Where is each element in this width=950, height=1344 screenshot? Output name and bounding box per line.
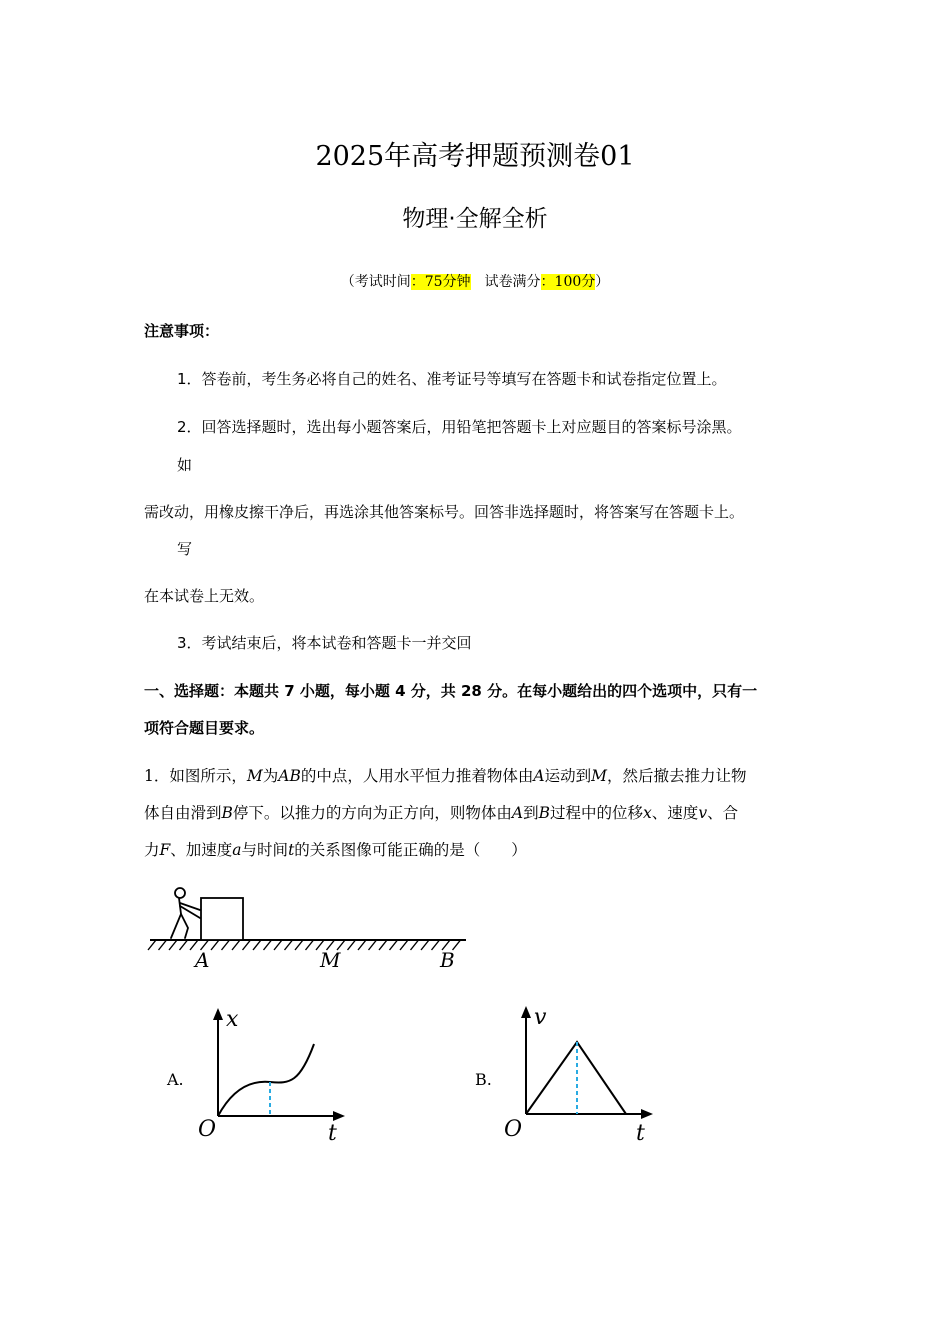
person-icon (171, 888, 200, 938)
origin-label: O (198, 1117, 217, 1142)
exam-info (0, 271, 950, 291)
hatch-mark (369, 940, 377, 950)
notice-item-2-line-3: 需改动，用橡皮擦干净后，再选涂其他答案标号。回答非选择题时，将答案写在答题卡上。 (144, 503, 745, 521)
exam-score-value: ：100分 (540, 274, 596, 290)
x-axis-arrow-icon (333, 1111, 345, 1121)
exam-info-open: （考试时间 (340, 274, 411, 290)
exam-time-value: ：75分钟 (410, 274, 471, 290)
exam-info-middle: 试卷满分 (470, 274, 541, 290)
hatch-mark (295, 940, 303, 950)
hatch-mark (222, 940, 230, 950)
page-subtitle: 物理·全解全析 (402, 206, 548, 232)
hatch-mark (285, 940, 293, 950)
notice-item-2-line-5: 在本试卷上无效。 (144, 587, 265, 605)
question-1-line-2: 体自由滑到B停下。以推力的方向为正方向，则物体由A到B过程中的位移x、速度v、合 (144, 804, 739, 822)
notice-item-2-line-2: 如 (177, 456, 193, 474)
x-axis-arrow-icon (641, 1109, 653, 1119)
hatch-mark (253, 940, 261, 950)
option-b-graph[interactable] (498, 1000, 668, 1150)
x-t-curve (218, 1044, 314, 1116)
notice-heading: 注意事项： (144, 322, 220, 340)
hatch-mark (379, 940, 387, 950)
hatch-mark (148, 940, 156, 950)
notice-item-1: 1．答卷前，考生务必将自己的姓名、准考证号等填写在答题卡和试卷指定位置上。 (177, 370, 727, 388)
hatch-mark (169, 940, 177, 950)
option-a-graph[interactable] (190, 1000, 360, 1150)
hatch-mark (306, 940, 314, 950)
hatch-mark (400, 940, 408, 950)
hatch-mark (358, 940, 366, 950)
figure-label-m: M (320, 948, 341, 972)
figure-label-a: A (195, 948, 210, 972)
origin-label: O (504, 1117, 523, 1142)
hatch-mark (421, 940, 429, 950)
y-axis-label: v (534, 1005, 547, 1030)
page-title: 2025年高考押题预测卷01 (315, 141, 635, 172)
hatch-mark (243, 940, 251, 950)
y-axis-arrow-icon (213, 1008, 223, 1020)
notice-item-2-line-4: 写 (177, 540, 193, 558)
y-axis-arrow-icon (521, 1006, 531, 1018)
question-1-line-1: 1．如图所示，M为AB的中点，人用水平恒力推着物体由A运动到M，然后撤去推力让物 (144, 767, 747, 785)
y-axis-label: x (226, 1007, 239, 1032)
hatch-mark (264, 940, 272, 950)
option-b-label[interactable]: B. (475, 1070, 492, 1089)
hatch-mark (274, 940, 282, 950)
hatch-mark (411, 940, 419, 950)
hatch-mark (232, 940, 240, 950)
exam-info-close: ） (595, 274, 610, 290)
push-block-figure (140, 878, 480, 978)
notice-item-2-line-1: 2．回答选择题时，选出每小题答案后，用铅笔把答题卡上对应题目的答案标号涂黑。 (177, 418, 742, 436)
block (201, 898, 243, 940)
hatch-mark (390, 940, 398, 950)
section-1-line-2: 项符合题目要求。 (144, 719, 265, 737)
x-axis-label: t (636, 1121, 645, 1146)
notice-item-3: 3．考试结束后，将本试卷和答题卡一并交回 (177, 634, 472, 652)
hatch-mark (180, 940, 188, 950)
hatch-mark (159, 940, 167, 950)
hatch-mark (211, 940, 219, 950)
hatch-mark (432, 940, 440, 950)
x-axis-label: t (328, 1121, 337, 1146)
figure-label-b: B (440, 948, 455, 972)
question-1-line-3: 力F、加速度a与时间t的关系图像可能正确的是（ ） (144, 841, 527, 859)
section-1-line-1: 一、选择题：本题共 7 小题，每小题 4 分，共 28 分。在每小题给出的四个选项中，只有一 (144, 682, 758, 700)
option-a-label[interactable]: A. (167, 1070, 184, 1089)
hatch-mark (348, 940, 356, 950)
